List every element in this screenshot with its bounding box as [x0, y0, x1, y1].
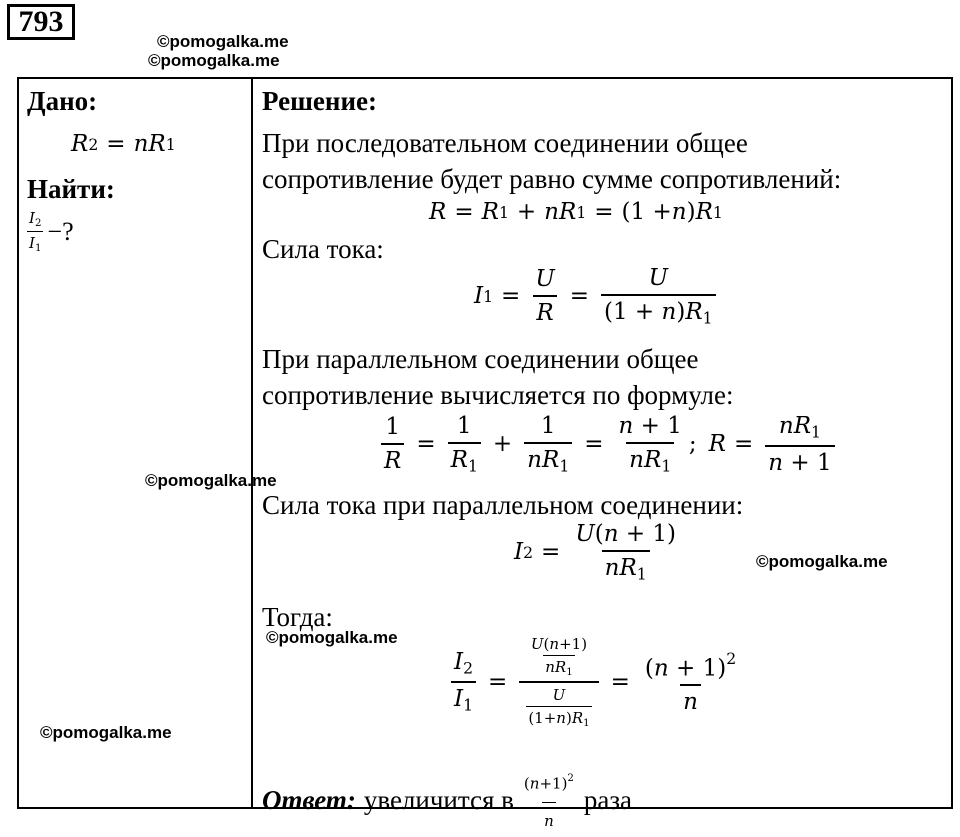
text-line: сопротивление будет равно сумме сопротивлений: — [262, 164, 842, 194]
answer-label: Ответ: — [262, 784, 356, 815]
formula-i1: I 1 = $\frac{U}{R}$ = $\frac{U}{(1 + n)R_1}$ — [474, 265, 720, 328]
current-label: Сила тока: — [262, 234, 384, 264]
given-formula: R 2 = nR 1 — [71, 131, 176, 157]
formula-i2: I 2 = $\frac{U(n + 1)}{nR_1}$ — [514, 521, 677, 584]
problem-number: 793 — [7, 4, 75, 40]
solution-table — [17, 77, 953, 830]
solution-header: Решение: — [262, 86, 377, 116]
given-header: Дано: — [27, 86, 98, 116]
answer-text: увеличится в — [363, 784, 514, 815]
watermark: ©pomogalka.me — [266, 628, 398, 647]
formula-ratio: $\frac{I_2}{I_1}$ = $\frac{\frac{U(n+1)}{nR_1}}{\frac{U}{(1+n)R_1}}$ = $\frac{(n + 1)^2}{n}$ — [447, 635, 743, 729]
current-parallel-label: Сила тока при параллельном соединении: — [262, 490, 744, 520]
find-header: Найти: — [27, 174, 115, 204]
watermark: ©pomogalka.me — [40, 723, 172, 742]
answer-suffix: раза — [583, 784, 633, 815]
watermark: ©pomogalka.me — [148, 51, 280, 70]
text-line: сопротивление вычисляется по формуле: — [262, 380, 734, 410]
watermark: ©pomogalka.me — [145, 471, 277, 490]
find-formula: $\frac{I_2}{I_1}$ −? — [29, 209, 74, 255]
formula-series: R = R 1 + nR 1 = (1 + n ) R 1 — [429, 199, 723, 225]
watermark: ©pomogalka.me — [756, 552, 888, 571]
watermark: ©pomogalka.me — [157, 32, 289, 51]
text-line: При последовательном соединении общее — [262, 128, 748, 158]
find-suffix: −? — [47, 216, 74, 246]
then-label: Тогда: — [262, 602, 333, 632]
column-divider — [251, 79, 253, 807]
formula-parallel: $\frac{1}{R}$ = $\frac{1}{R_1}$ + $\frac{1}{nR_1}$ = $\frac{n + 1}{nR_1}$ ; R = $\frac{nR_1}{n + 1}$ — [377, 413, 839, 476]
answer-line: Ответ: увеличится в $\frac{(n+1)^2}{n}$ раза — [262, 763, 632, 837]
text-line: При параллельном соединении общее — [262, 344, 699, 374]
